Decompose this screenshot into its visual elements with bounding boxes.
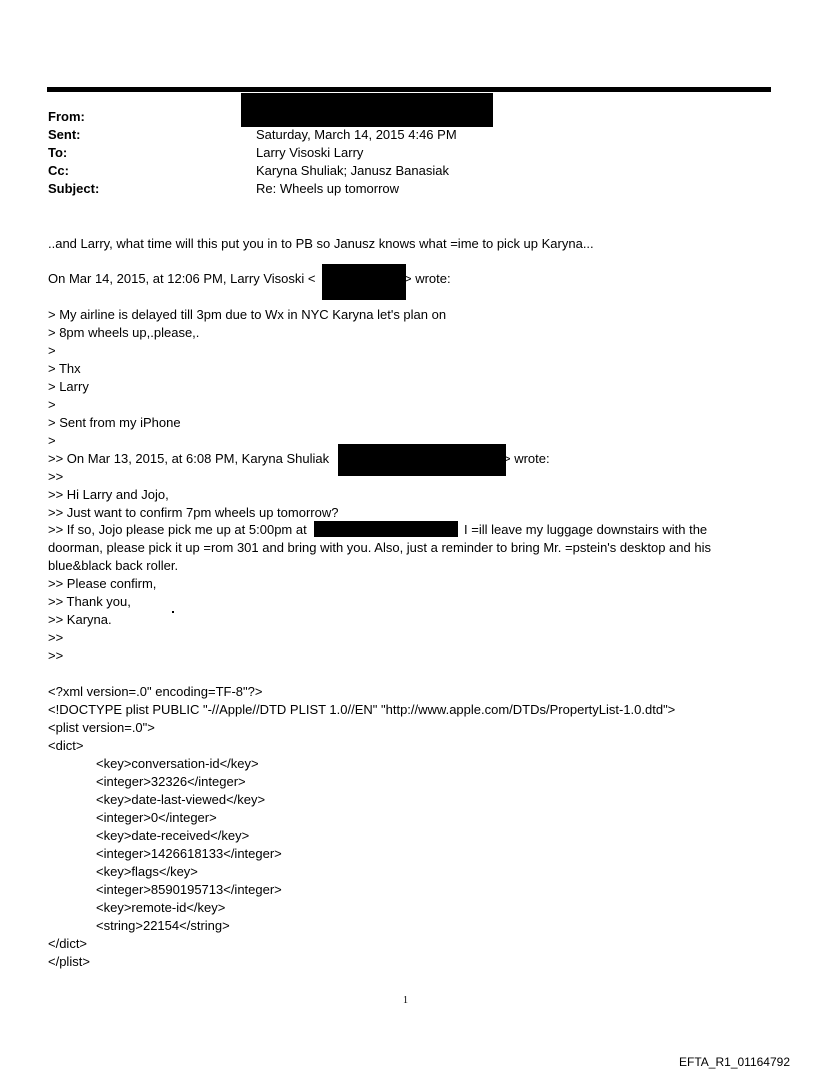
- to-value: Larry Visoski Larry: [256, 145, 364, 160]
- quote-line-start: >> If so, Jojo please pick me up at 5:00pm at: [48, 522, 307, 537]
- quote-line: > Larry: [48, 379, 89, 394]
- redaction-address: [314, 521, 458, 537]
- plist-line: </plist>: [48, 954, 90, 969]
- quote2-header-end: > wrote:: [503, 451, 550, 466]
- subject-label: Subject:: [48, 181, 100, 196]
- quote-line: >>: [48, 630, 64, 645]
- plist-line: <plist version=.0">: [48, 720, 155, 735]
- subject-value: Re: Wheels up tomorrow: [256, 181, 400, 196]
- quote-line: > My airline is delayed till 3pm due to Wx in NYC Karyna let's plan on: [48, 307, 447, 322]
- quote-line: > 8pm wheels up,.please,.: [48, 325, 200, 340]
- redaction-email-1: [322, 264, 406, 300]
- page-number: 1: [403, 995, 408, 1006]
- quote-line: >>: [48, 648, 64, 663]
- quote1-header-start: On Mar 14, 2015, at 12:06 PM, Larry Visoski <: [48, 271, 316, 286]
- quote-line: >: [48, 397, 56, 412]
- quote-line: >> Karyna.: [48, 612, 112, 627]
- redaction-email-2: [338, 444, 506, 476]
- stray-mark: [172, 611, 174, 613]
- plist-line: <string>22154</string>: [96, 918, 230, 933]
- quote-line: >>: [48, 469, 64, 484]
- document-id: EFTA_R1_01164792: [679, 1055, 790, 1069]
- quote-line: >> Thank you,: [48, 594, 131, 609]
- plist-line: <?xml version=.0" encoding=TF-8"?>: [48, 684, 263, 699]
- plist-line: <key>conversation-id</key>: [96, 756, 259, 771]
- plist-line: <key>date-last-viewed</key>: [96, 792, 266, 807]
- quote-line: >> Hi Larry and Jojo,: [48, 487, 169, 502]
- quote-line: >: [48, 343, 56, 358]
- from-label: From:: [48, 109, 85, 124]
- plist-line: <integer>32326</integer>: [96, 774, 246, 789]
- cc-value: Karyna Shuliak; Janusz Banasiak: [256, 163, 449, 178]
- plist-line: <integer>8590195713</integer>: [96, 882, 282, 897]
- plist-line: <key>date-received</key>: [96, 828, 250, 843]
- quote-line: >: [48, 433, 56, 448]
- plist-line: <key>flags</key>: [96, 864, 198, 879]
- quote-paragraph: doorman, please pick it up =rom 301 and bring with you. Also, just a reminder to bring Mr. =pstein's desktop and his blue&black back roller.: [48, 540, 711, 573]
- redaction-from: [241, 93, 493, 127]
- quote2-header-start: >> On Mar 13, 2015, at 6:08 PM, Karyna Shuliak: [48, 451, 330, 466]
- quote-line: > Thx: [48, 361, 81, 376]
- body-intro: ..and Larry, what time will this put you in to PB so Janusz knows what =ime to pick up Karyna...: [48, 236, 594, 251]
- plist-line: <integer>1426618133</integer>: [96, 846, 282, 861]
- cc-label: Cc:: [48, 163, 69, 178]
- quote1-header-end: > wrote:: [404, 271, 451, 286]
- quote-line: >> Please confirm,: [48, 576, 157, 591]
- plist-line: <!DOCTYPE plist PUBLIC "-//Apple//DTD PLIST 1.0//EN" "http://www.apple.com/DTDs/PropertyList-1.0.dtd">: [48, 702, 676, 717]
- plist-line: <dict>: [48, 738, 84, 753]
- to-label: To:: [48, 145, 68, 160]
- quote-line: > Sent from my iPhone: [48, 415, 181, 430]
- plist-line: </dict>: [48, 936, 88, 951]
- sent-label: Sent:: [48, 127, 81, 142]
- plist-line: <integer>0</integer>: [96, 810, 217, 825]
- quote-line: >> Just want to confirm 7pm wheels up tomorrow?: [48, 505, 339, 520]
- sent-value: Saturday, March 14, 2015 4:46 PM: [256, 127, 457, 142]
- header-rule: [47, 87, 771, 92]
- quote-line-end: I =ill leave my luggage downstairs with the: [464, 522, 708, 537]
- plist-line: <key>remote-id</key>: [96, 900, 226, 915]
